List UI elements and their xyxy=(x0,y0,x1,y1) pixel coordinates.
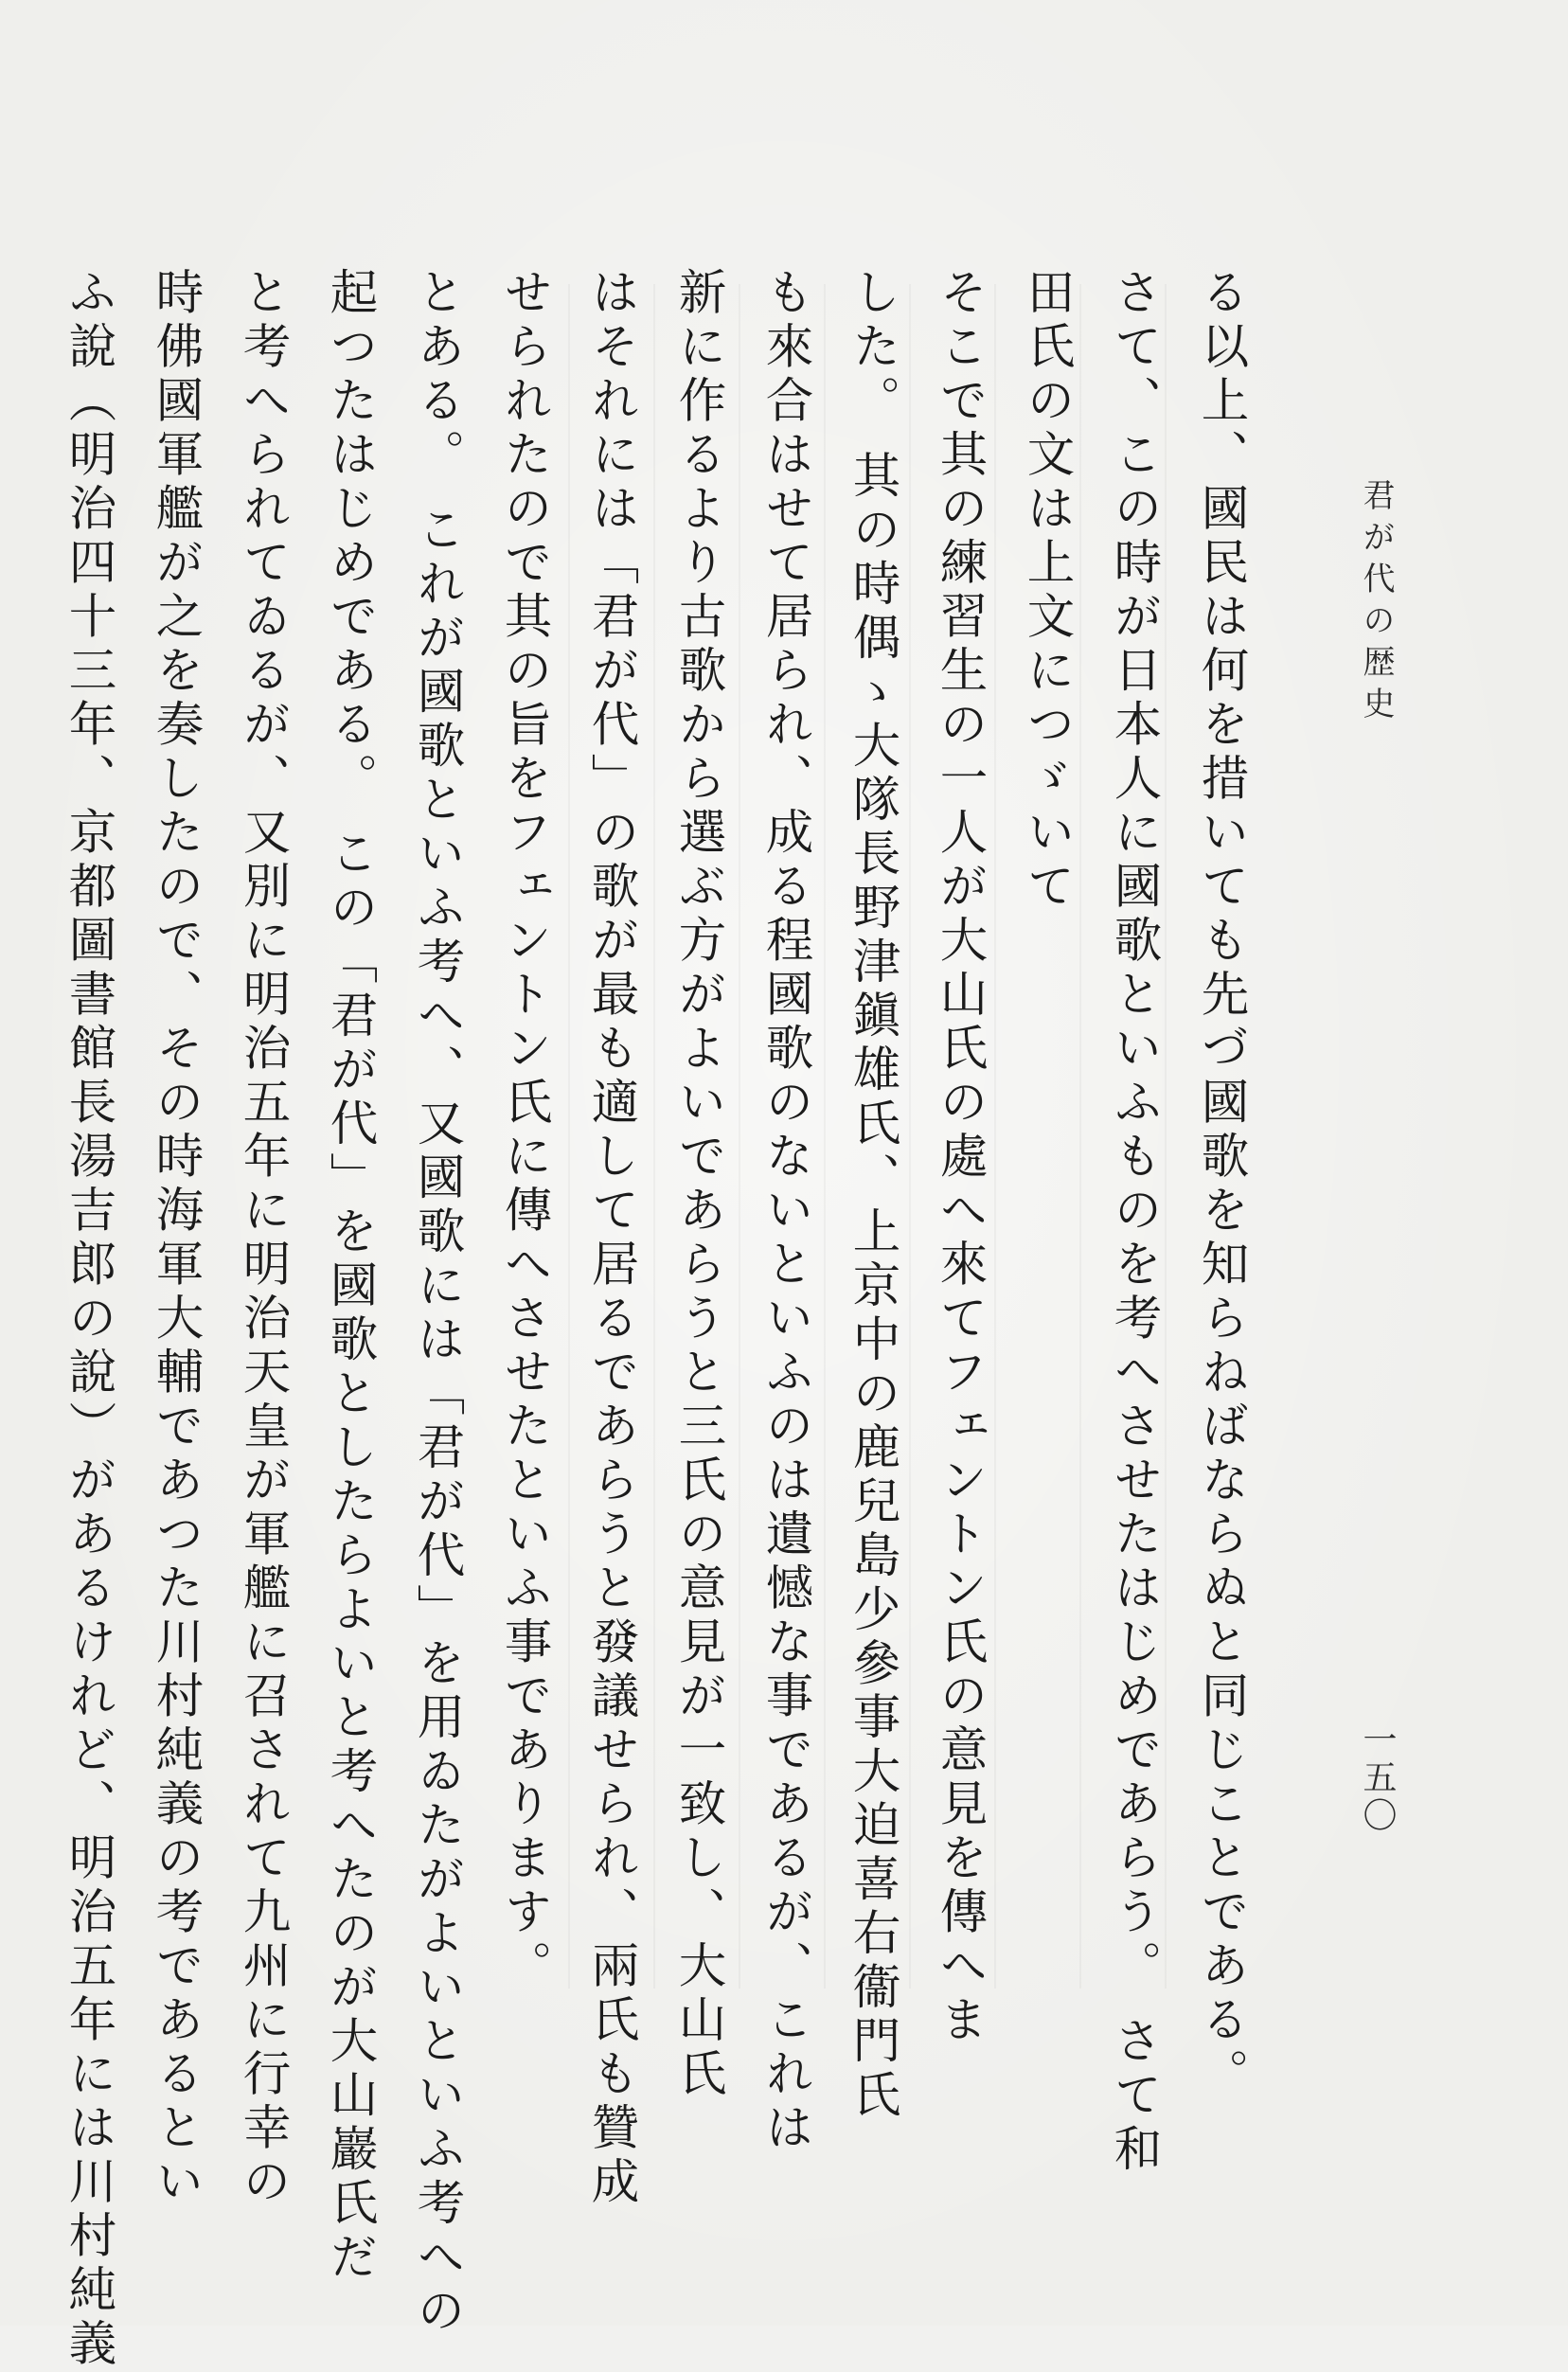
text-line: も來合はせて居られ、成る程國歌のないといふのは遺憾な事であるが、これは xyxy=(758,267,814,2156)
body-text xyxy=(62,267,1265,2372)
text-line: はそれには「君が代」の歌が最も適して居るであらうと發議せられ、兩氏も贊成 xyxy=(584,267,640,2210)
text-line: 起つたはじめである。 この「君が代」を國歌としたらよいと考へたのが大山巖氏だ xyxy=(323,267,379,2286)
text-line: せられたので其の旨をフェントン氏に傳へさせたといふ事であります。 xyxy=(497,267,553,1994)
text-line: とある。 これが國歌といふ考へ、又國歌には「君が代」を用ゐたがよいといふ考への xyxy=(410,267,466,2340)
text-line: さて、この時が日本人に國歌といふものを考へさせたはじめであらう。 さて和 xyxy=(1107,267,1163,2178)
page-number: 一五〇 xyxy=(1358,1721,1397,1835)
text-line: ふ說（明治四十三年、京都圖書館長湯吉郎の說）があるけれど、明治五年には川村純義 xyxy=(62,267,117,2372)
text-line: と考へられてゐるが、又別に明治五年に明治天皇が軍艦に召されて九州に行幸の xyxy=(236,267,292,2210)
text-line: そこで其の練習生の一人が大山氏の處へ來てフェントン氏の意見を傳へま xyxy=(933,267,989,2048)
text-line: 時佛國軍艦が之を奏したので、その時海軍大輔であつた川村純義の考であるとい xyxy=(149,267,205,2210)
text-line: した。 其の時偶ゝ大隊長野津鎭雄氏、上京中の鹿兒島少參事大迫喜右衞門氏 xyxy=(846,267,901,2124)
text-line: 田氏の文は上文につゞいて xyxy=(1020,267,1076,915)
text-line: 新に作るより古歌から選ぶ方がよいであらうと三氏の意見が一致し、大山氏 xyxy=(671,267,727,2102)
text-line: る以上、國民は何を措いても先づ國歌を知らねばならぬと同じことである。 xyxy=(1194,267,1250,2102)
running-title: 君が代の歴史 xyxy=(1357,478,1395,728)
